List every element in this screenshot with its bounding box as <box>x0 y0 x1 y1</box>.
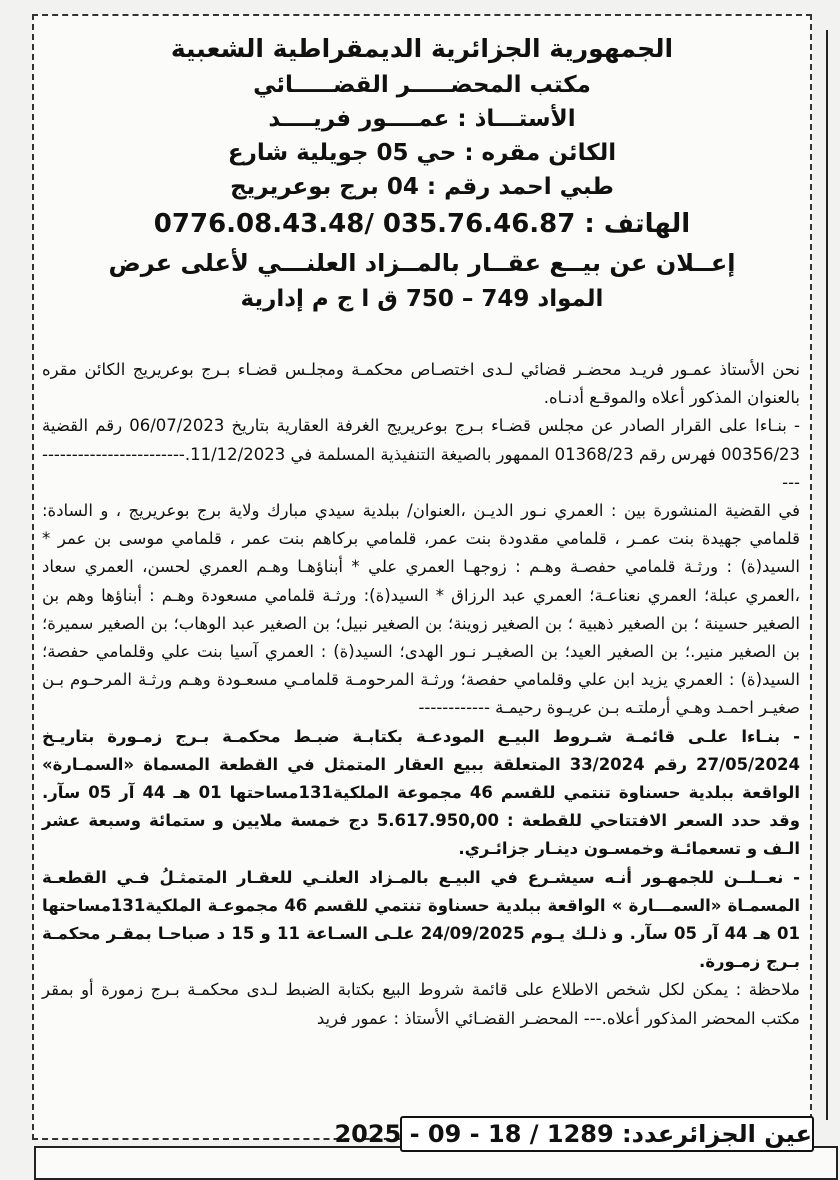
auction-announcement-paragraph: - نعــلــن للجمهـور أنـه سيشـرع في البيـع بالمـزاد العلنـي للعقـار المتمثـلُ فـي القطعـة المسمـاة «السمـــارة » الواقعة ببلدية حسناوة تنتمي للقسم 46 مجموعـة الملكية131مساحتها 01 هـ 44 آر 05 سآر. و ذلـك يـوم 24/09/2025 علـى السـاعة 11 و 15 د صباحـا بمقـر محكمـة بـرج زمـورة. <box>42 867 800 972</box>
address-line-1: الكائن مقره : حي 05 جويلية شارع <box>227 140 617 166</box>
legal-notice <box>32 14 812 1148</box>
notice-header <box>34 30 810 316</box>
note-paragraph: ملاحظة : يمكن لكل شخص الاطلاع على قائمة شروط البيع بكتابة الضبط لـدى محكمـة بـرج زمورة أو بمقر مكتب المحضر المذكور أعلاه.--- المحضـر القضـائي الأستاذ : عمور فريد <box>42 980 800 1028</box>
republic-title: الجمهورية الجزائرية الديمقراطية الشعبية <box>170 34 674 63</box>
adjacent-column-border <box>826 30 836 1120</box>
publication-reference: عين الجزائرعدد: 1289 / 18 - 09 - 2025 <box>400 1116 814 1152</box>
address-line-2: طبي احمد رقم : 04 برج بوعريريج <box>230 174 614 200</box>
parties-paragraph: في القضية المنشورة بين : العمري نـور الديـن ،العنوان/ ببلدية سيدي مبارك ولاية برج بوعريريج ، و السادة: قلمامي جهيدة بنت عمـر ، قلمامي مقدودة بنت عمر، قلمامي بركاهم بنت عمر ، قلمامي موسى بن عمر * السيد(ة) : ورثـة قلمامي حفصـة وهـم : زوجهـا العمري علي * أبناؤهـا وهـم العمري لحسن، العمري سعاد ،العمري عبلة؛ العمري نعناعـة؛ العمري عبد الرزاق * السيد(ة): ورثـة قلمامي مسعودة وهـم : أبناؤها وهم بن الصغير حسينة ؛ بن الصغير ذهبية ؛ بن الصغير زوينة؛ بن الصغير نبيل؛ بن الصغير عبد الوهاب؛ بن الصغير سميرة؛ بن الصغير منير.؛ بن الصغير العيد؛ بن الصغيـر نـور الهدى؛ السيد(ة) : العمري آسيا بنت علي وقلمامي حفصة؛ السيد(ة) : العمري يزيد ابن علي وقلمامي حفصة؛ ورثـة المرحومـة قلمامـي مسعـودة وهـم ورثـة المرحـوم بـن صغيـر احمـد وهـي أرملتـه بـن عريـوة رحيمـة ------------ <box>42 501 800 718</box>
notice-body <box>42 356 800 1033</box>
court-decision-paragraph: - بنـاءا على القرار الصادر عن مجلس قضـاء بـرج بوعريريج الغرفة العقارية بتاريخ 06/07/2023 رقم القضية 00356/23 فهرس رقم 01368/23 الممهور بالصيغة التنفيذية المسلمة في 11/12/2023.--------------------------- <box>41 416 800 492</box>
announcement-title: إعــلان عن بيــع عقــار بالمــزاد العلنـــي لأعلى عرض <box>108 249 736 277</box>
office-title: مكتب المحضـــــر القضـــــائي <box>253 72 591 98</box>
sale-conditions-paragraph: - بنـاءا علـى قائمـة شـروط البيـع المودعـة بكتابـة ضبـط محكمـة بـرج زمـورة بتاريـخ 27/05/2024 رقم 33/2024 المتعلقة ببيع العقار المتمثل في القطعة المسماة «السمـارة» الواقعة ببلدية حسناوة تنتمي للقسم 46 مجموعة الملكية131مساحتها 01 هـ 44 آر 05 سآر. وقد حدد السعر الافتتاحي للقطعة : 5.617.950,00 دج خمسة ملايين و ستمائة وسبعة عشر الـف و تسعمائـة وخمسـون دينـار جزائـري. <box>42 726 801 859</box>
bailiff-name: الأستـــاذ : عمــــور فريــــد <box>268 106 576 132</box>
phone-line: الهاتف : 035.76.46.87 /0776.08.43.48 <box>153 209 691 239</box>
legal-articles: المواد 749 – 750 ق ا ج م إدارية <box>240 286 604 312</box>
intro-paragraph: نحن الأستاذ عمـور فريـد محضـر قضائي لـدى اختصـاص محكمـة ومجلـس قضـاء بـرج بوعريريج الكائن مقره بالعنوان المذكور أعلاه والموقـع أدنـاه. <box>42 360 800 408</box>
